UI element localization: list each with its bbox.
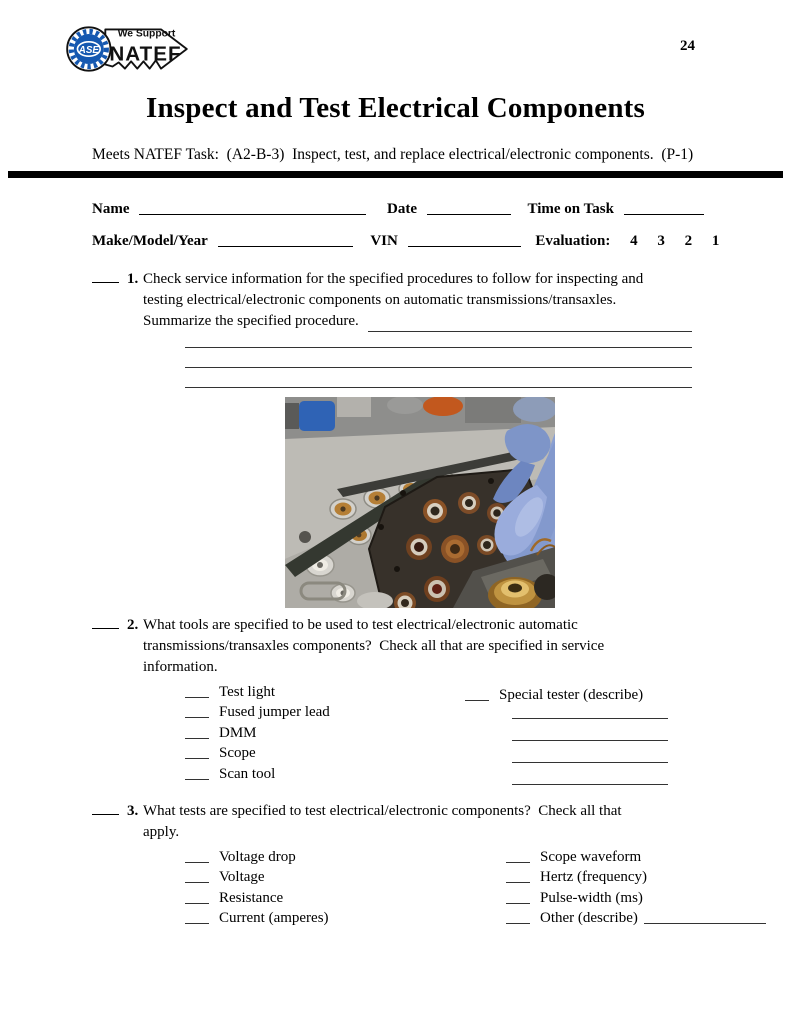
evaluation-score-1[interactable]: 1 (711, 233, 720, 249)
option-label: Other (describe) (540, 910, 638, 927)
option-label: Voltage drop (219, 849, 296, 865)
question-3-text-line1: What tests are specified to test electrical/electronic components? Check all that (143, 803, 622, 819)
option-label: Special tester (describe) (499, 687, 644, 703)
other-describe-line[interactable] (644, 910, 766, 924)
special-tester-line-1[interactable] (512, 697, 668, 719)
checkbox-blank-pulse-width[interactable] (506, 890, 530, 904)
question-1-answer-line-2[interactable] (185, 348, 692, 368)
page-title: Inspect and Test Electrical Components (145, 92, 645, 124)
option-row (185, 867, 692, 887)
question-3-grade-blank[interactable] (92, 814, 119, 815)
valve-body-photo-graphic (285, 397, 555, 608)
option-label: Scan tool (219, 765, 276, 782)
question-2-grade-blank[interactable] (92, 628, 119, 629)
header-divider (8, 171, 783, 178)
option-label: Voltage (219, 869, 265, 886)
question-2-number: 2. (127, 617, 139, 633)
checkbox-blank-voltage-drop[interactable] (185, 849, 209, 863)
option-row (185, 908, 692, 928)
natef-task-line: Meets NATEF Task: (A2-B-3) Inspect, test, and replace electrical/electronic components. (P-1) (92, 146, 694, 163)
question-1-answer-line-3[interactable] (185, 368, 692, 388)
option-label: Hertz (frequency) (540, 869, 648, 886)
checkbox-blank-test-light[interactable] (185, 684, 209, 698)
vehicle-info-row (92, 232, 720, 250)
checkbox-blank-dmm[interactable] (185, 725, 209, 739)
make-model-year-label: Make/Model/Year (92, 233, 208, 249)
evaluation-score-4[interactable]: 4 (630, 233, 638, 249)
vin-label: VIN (370, 233, 398, 249)
checkbox-blank-scope-waveform[interactable] (506, 849, 530, 863)
question-2-text-line2: transmissions/transaxles components? Check all that are specified in service (143, 638, 605, 654)
evaluation-score-3[interactable]: 3 (657, 233, 665, 249)
special-tester-line-3[interactable] (512, 741, 668, 763)
evaluation-label: Evaluation: (535, 233, 611, 249)
name-label: Name (92, 201, 130, 217)
valve-body-photo (285, 397, 555, 608)
checkbox-blank-fused-jumper-lead[interactable] (185, 704, 209, 718)
question-2 (92, 615, 692, 784)
question-3 (92, 801, 692, 929)
student-info-row (92, 200, 692, 218)
option-label: DMM (219, 724, 257, 741)
question-3-number: 3. (127, 803, 139, 819)
question-1-number: 1. (127, 271, 139, 287)
time-on-task-label: Time on Task (527, 201, 614, 217)
question-3-options (92, 847, 692, 929)
question-1-answer-line-0[interactable] (368, 315, 692, 332)
question-2-text-line1: What tools are specified to be used to test electrical/electronic automatic (143, 617, 578, 633)
date-input-line[interactable] (427, 200, 511, 215)
option-row (185, 847, 692, 867)
natef-ase-logo (62, 14, 194, 84)
question-2-text-line3: information. (143, 659, 218, 675)
option-label: Fused jumper lead (219, 704, 330, 721)
question-1-answer-lines (185, 328, 692, 388)
name-input-line[interactable] (139, 200, 366, 215)
key-logo-graphic (62, 14, 194, 84)
checkbox-blank-current[interactable] (185, 910, 209, 924)
evaluation-score-2[interactable]: 2 (684, 233, 693, 249)
vin-input-line[interactable] (408, 232, 521, 247)
special-tester-answer-lines (512, 697, 668, 785)
option-label: Scope (219, 745, 256, 762)
checkbox-blank-scope[interactable] (185, 745, 209, 759)
question-1-text-line1: Check service information for the specified procedures to follow for inspecting and (143, 271, 644, 287)
question-1-text-line2: testing electrical/electronic components on automatic transmissions/transaxles. (143, 292, 617, 308)
option-row (185, 888, 692, 908)
checkbox-blank-resistance[interactable] (185, 890, 209, 904)
checkbox-blank-scan-tool[interactable] (185, 766, 209, 780)
option-label: Resistance (219, 889, 284, 906)
natef-text: NATEF (109, 42, 182, 66)
question-3-text-line2: apply. (143, 824, 180, 840)
checkbox-blank-voltage[interactable] (185, 869, 209, 883)
date-label: Date (387, 201, 417, 217)
page-number: 24 (680, 38, 695, 54)
option-label: Test light (219, 684, 276, 700)
option-label: Current (amperes) (219, 910, 329, 927)
time-on-task-input-line[interactable] (624, 200, 704, 215)
question-1 (92, 269, 692, 388)
special-tester-line-4[interactable] (512, 763, 668, 785)
checkbox-blank-hertz[interactable] (506, 869, 530, 883)
ase-text: ASE (78, 45, 99, 57)
we-support-text: We Support (117, 28, 176, 40)
question-1-grade-blank[interactable] (92, 282, 119, 283)
question-1-text-line3: Summarize the specified procedure. (143, 313, 359, 329)
checkbox-blank-special-tester[interactable] (465, 687, 489, 701)
checkbox-blank-other[interactable] (506, 910, 530, 924)
make-model-year-input-line[interactable] (218, 232, 353, 247)
option-label: Scope waveform (540, 849, 642, 865)
option-label: Pulse-width (ms) (540, 889, 643, 906)
special-tester-line-2[interactable] (512, 719, 668, 741)
